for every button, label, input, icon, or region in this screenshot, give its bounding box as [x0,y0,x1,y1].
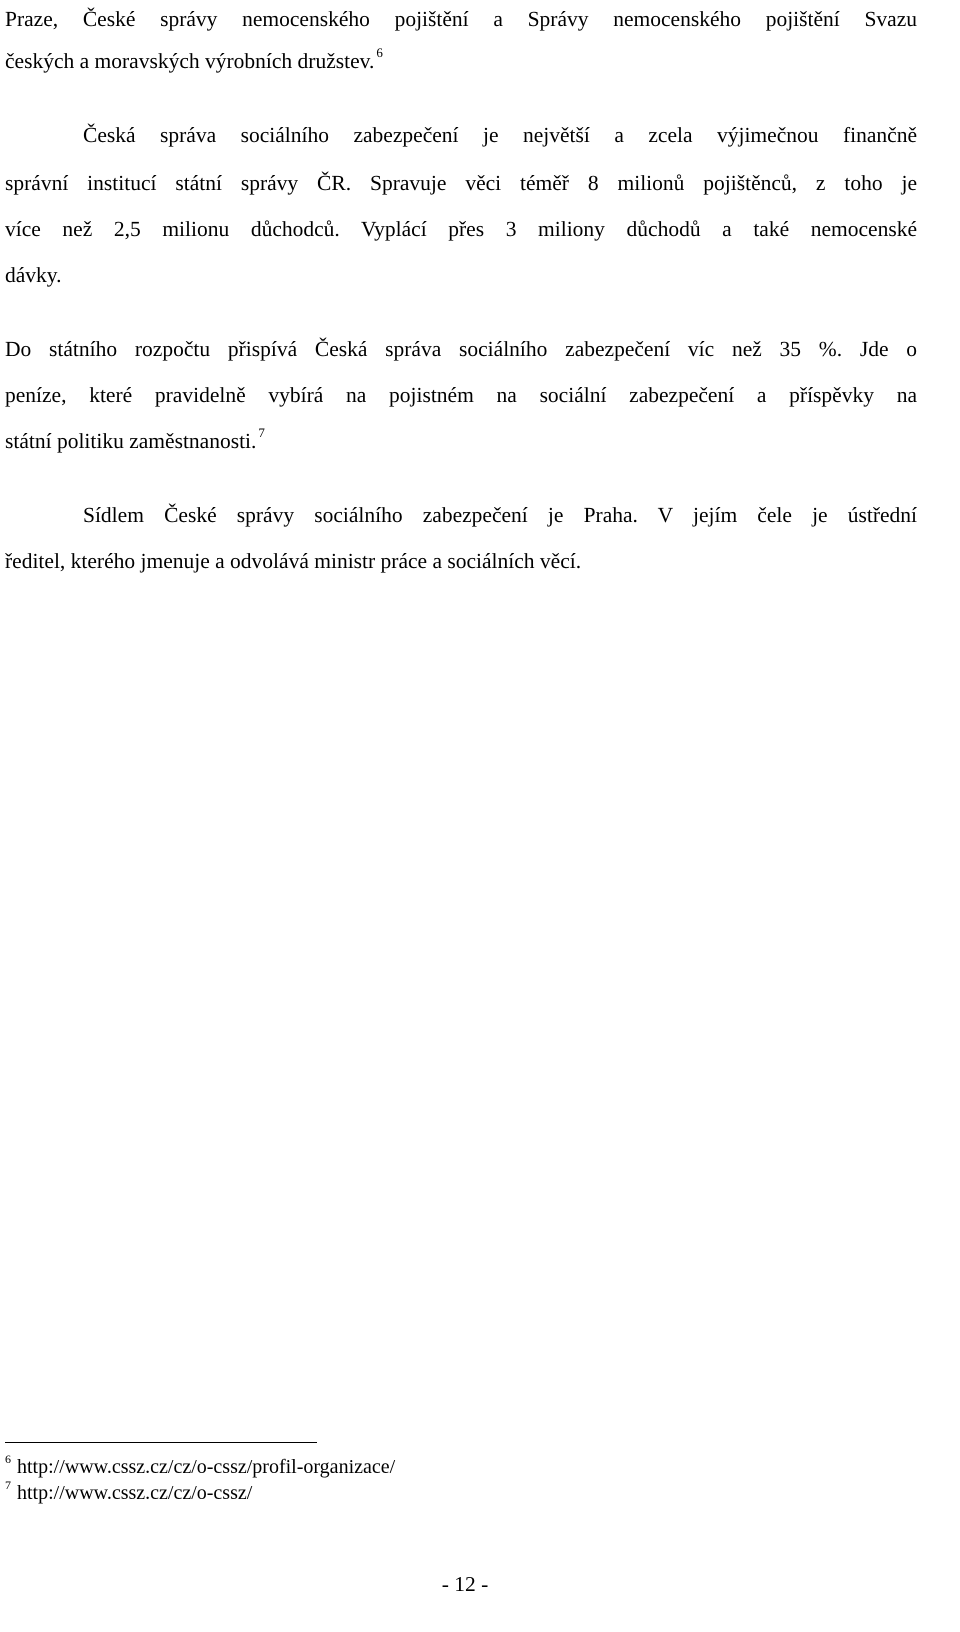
paragraph-2-line-2: správní institucí státní správy ČR. Spravuje věci téměř 8 milionů pojištěnců, z toho je [5,171,917,195]
paragraph-4-line-1: Sídlem České správy sociálního zabezpečení je Praha. V jejím čele je ústřední [83,503,917,527]
paragraph-1-line-2-text: českých a moravských výrobních družstev. [5,49,375,73]
footnote-7-number: 7 [5,1478,11,1492]
footnote-ref-7[interactable]: 7 [258,425,265,440]
footnote-7-link[interactable]: http://www.cssz.cz/cz/o-cssz/ [17,1482,253,1504]
footnote-7 [5,1478,253,1504]
paragraph-3-line-1: Do státního rozpočtu přispívá Česká správa sociálního zabezpečení víc než 35 %. Jde o [5,337,917,361]
page-number: - 12 - [441,1572,489,1596]
paragraph-1-line-1: Praze, České správy nemocenského pojištění a Správy nemocenského pojištění Svazu [5,7,917,31]
paragraph-4-line-2: ředitel, kterého jmenuje a odvolává ministr práce a sociálních věcí. [5,549,582,573]
footnote-ref-6[interactable]: 6 [376,45,383,60]
paragraph-1-line-2 [5,45,383,73]
footnote-6-link[interactable]: http://www.cssz.cz/cz/o-cssz/profil-organizace/ [17,1456,396,1478]
paragraph-2-line-3: více než 2,5 milionu důchodců. Vyplácí přes 3 miliony důchodů a také nemocenské [5,217,917,241]
footnote-6-number: 6 [5,1452,11,1466]
footnote-6 [5,1452,396,1478]
footnote-separator [5,1442,317,1443]
paragraph-3-line-2: peníze, které pravidelně vybírá na pojistném na sociální zabezpečení a příspěvky na [5,383,917,407]
paragraph-2-line-1: Česká správa sociálního zabezpečení je největší a zcela výjimečnou finančně [83,123,917,147]
paragraph-2-line-4: dávky. [5,263,62,287]
paragraph-3-line-3 [5,425,265,453]
paragraph-3-line-3-text: státní politiku zaměstnanosti. [5,429,257,453]
